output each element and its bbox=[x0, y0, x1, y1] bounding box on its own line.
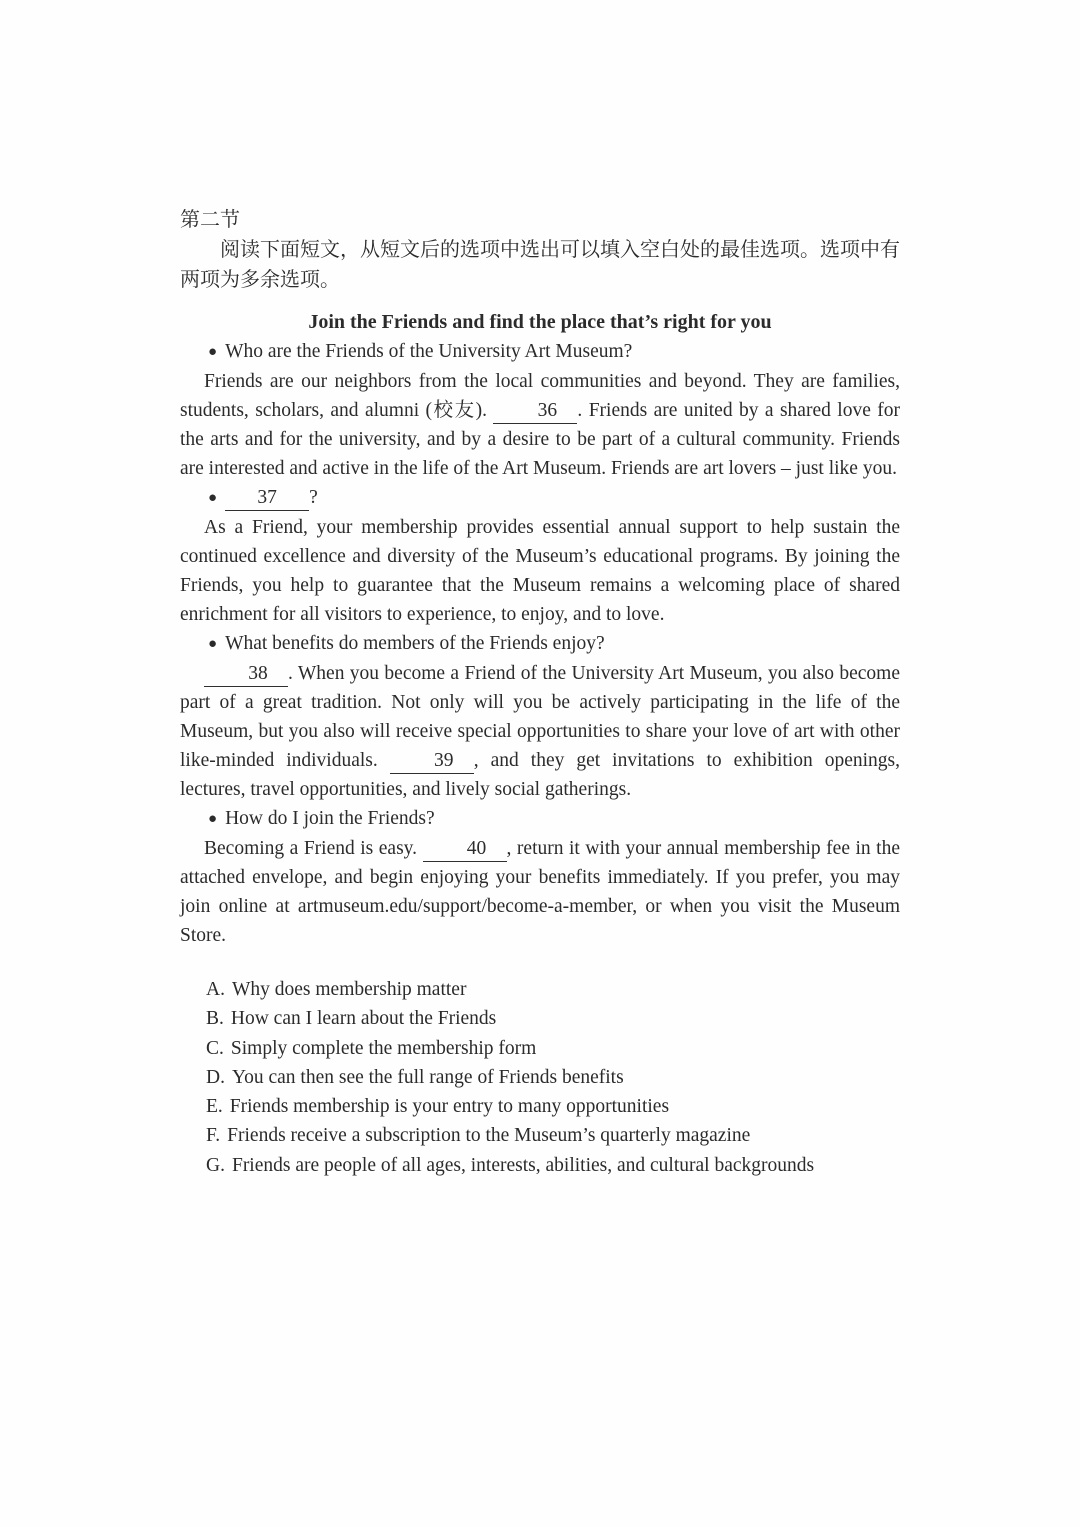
option-e-text: Friends membership is your entry to many opportunities bbox=[229, 1096, 670, 1118]
blank-38-number: 38 bbox=[248, 663, 268, 684]
option-g-label: G. bbox=[206, 1154, 225, 1176]
option-c-label: C. bbox=[206, 1037, 224, 1059]
option-a-text: Why does membership matter bbox=[231, 979, 467, 1000]
option-c bbox=[206, 1034, 900, 1063]
bullet-icon: ● bbox=[208, 811, 218, 827]
option-b-label: B. bbox=[206, 1008, 224, 1030]
paragraph-3 bbox=[180, 659, 900, 804]
exam-content bbox=[180, 205, 900, 1180]
bullet-question-2 bbox=[180, 483, 900, 513]
option-e bbox=[206, 1092, 900, 1121]
blank-39 bbox=[390, 749, 474, 774]
section-instructions: 阅读下面短文，从短文后的选项中选出可以填入空白处的最佳选项。选项中有两项为多余选项。 bbox=[180, 239, 900, 291]
option-a-label: A. bbox=[206, 979, 225, 1000]
option-f-label: F. bbox=[206, 1125, 221, 1147]
bullet-icon: ● bbox=[208, 490, 218, 506]
blank-38 bbox=[204, 662, 288, 687]
blank-36 bbox=[493, 399, 577, 424]
option-b-text: How can I learn about the Friends bbox=[230, 1008, 497, 1030]
bullet-question-1 bbox=[180, 337, 900, 367]
bullet-question-4-text: How do I join the Friends? bbox=[225, 808, 435, 829]
paragraph-1-seg1: . Friends are united by a shared love for the arts and for the university, and by a desire to be part of a cultural community. Friends are interested and active in the life of the Art Museum. Friends are art lovers – just like you. bbox=[180, 400, 900, 479]
bullet-question-2-suffix: ? bbox=[309, 487, 318, 508]
blank-40 bbox=[423, 837, 507, 862]
paragraph-3-seg0: . When you become a Friend of the University Art Museum, you also become part of a great tradition. Not only will you be actively participating in the life of the Museum, but you also will receive special opportunities to share your love of art with other like-minded individuals. bbox=[180, 663, 900, 771]
blank-39-number: 39 bbox=[434, 750, 454, 771]
option-d bbox=[206, 1063, 900, 1092]
blank-37-number: 37 bbox=[257, 487, 277, 508]
paragraph-4-seg0: Becoming a Friend is easy. bbox=[204, 838, 423, 859]
blank-37 bbox=[225, 486, 309, 511]
options-list bbox=[180, 975, 900, 1180]
paragraph-1-seg0: Friends are our neighbors from the local communities and beyond. They are families, students, scholars, and alumni (校友). bbox=[180, 371, 900, 421]
blank-40-number: 40 bbox=[466, 838, 487, 859]
option-g-text: Friends are people of all ages, interests, abilities, and cultural backgrounds bbox=[231, 1154, 815, 1176]
option-b bbox=[206, 1004, 900, 1033]
bullet-icon: ● bbox=[208, 636, 218, 652]
option-d-text: You can then see the full range of Friends benefits bbox=[231, 1066, 624, 1088]
paragraph-4-seg1: , return it with your annual membership fee in the attached envelope, and begin enjoying your benefits immediately. If you prefer, you may join online at artmuseum.edu/support/become-a-member, or when you visit the Museum Store. bbox=[180, 838, 900, 946]
bullet-question-3 bbox=[180, 629, 900, 659]
option-a bbox=[206, 975, 900, 1004]
paragraph-3-seg1: , and they get invitations to exhibition openings, lectures, travel opportunities, and lively social gatherings. bbox=[180, 750, 901, 800]
paragraph-2: As a Friend, your membership provides essential annual support to help sustain the continued excellence and diversity of the Museum’s educational programs. By joining the Friends, you help to guarantee that the Museum remains a welcoming place of shared enrichment for all visitors to experience, to enjoy, and to love. bbox=[180, 517, 900, 625]
blank-36-number: 36 bbox=[537, 400, 558, 421]
option-g bbox=[206, 1151, 900, 1180]
bullet-icon: ● bbox=[208, 344, 218, 360]
option-f-text: Friends receive a subscription to the Museum’s quarterly magazine bbox=[227, 1125, 751, 1147]
bullet-question-3-text: What benefits do members of the Friends enjoy? bbox=[225, 633, 605, 654]
bullet-question-4 bbox=[180, 804, 900, 834]
option-e-label: E. bbox=[206, 1096, 223, 1118]
section-heading: 第二节 bbox=[180, 209, 240, 231]
paragraph-4 bbox=[180, 834, 900, 950]
option-c-text: Simply complete the membership form bbox=[230, 1037, 537, 1059]
option-d-label: D. bbox=[206, 1066, 225, 1088]
bullet-question-1-text: Who are the Friends of the University Art Museum? bbox=[225, 341, 633, 362]
option-f bbox=[206, 1121, 900, 1150]
paragraph-1 bbox=[180, 367, 900, 483]
article-title: Join the Friends and find the place that’s right for you bbox=[308, 311, 772, 333]
